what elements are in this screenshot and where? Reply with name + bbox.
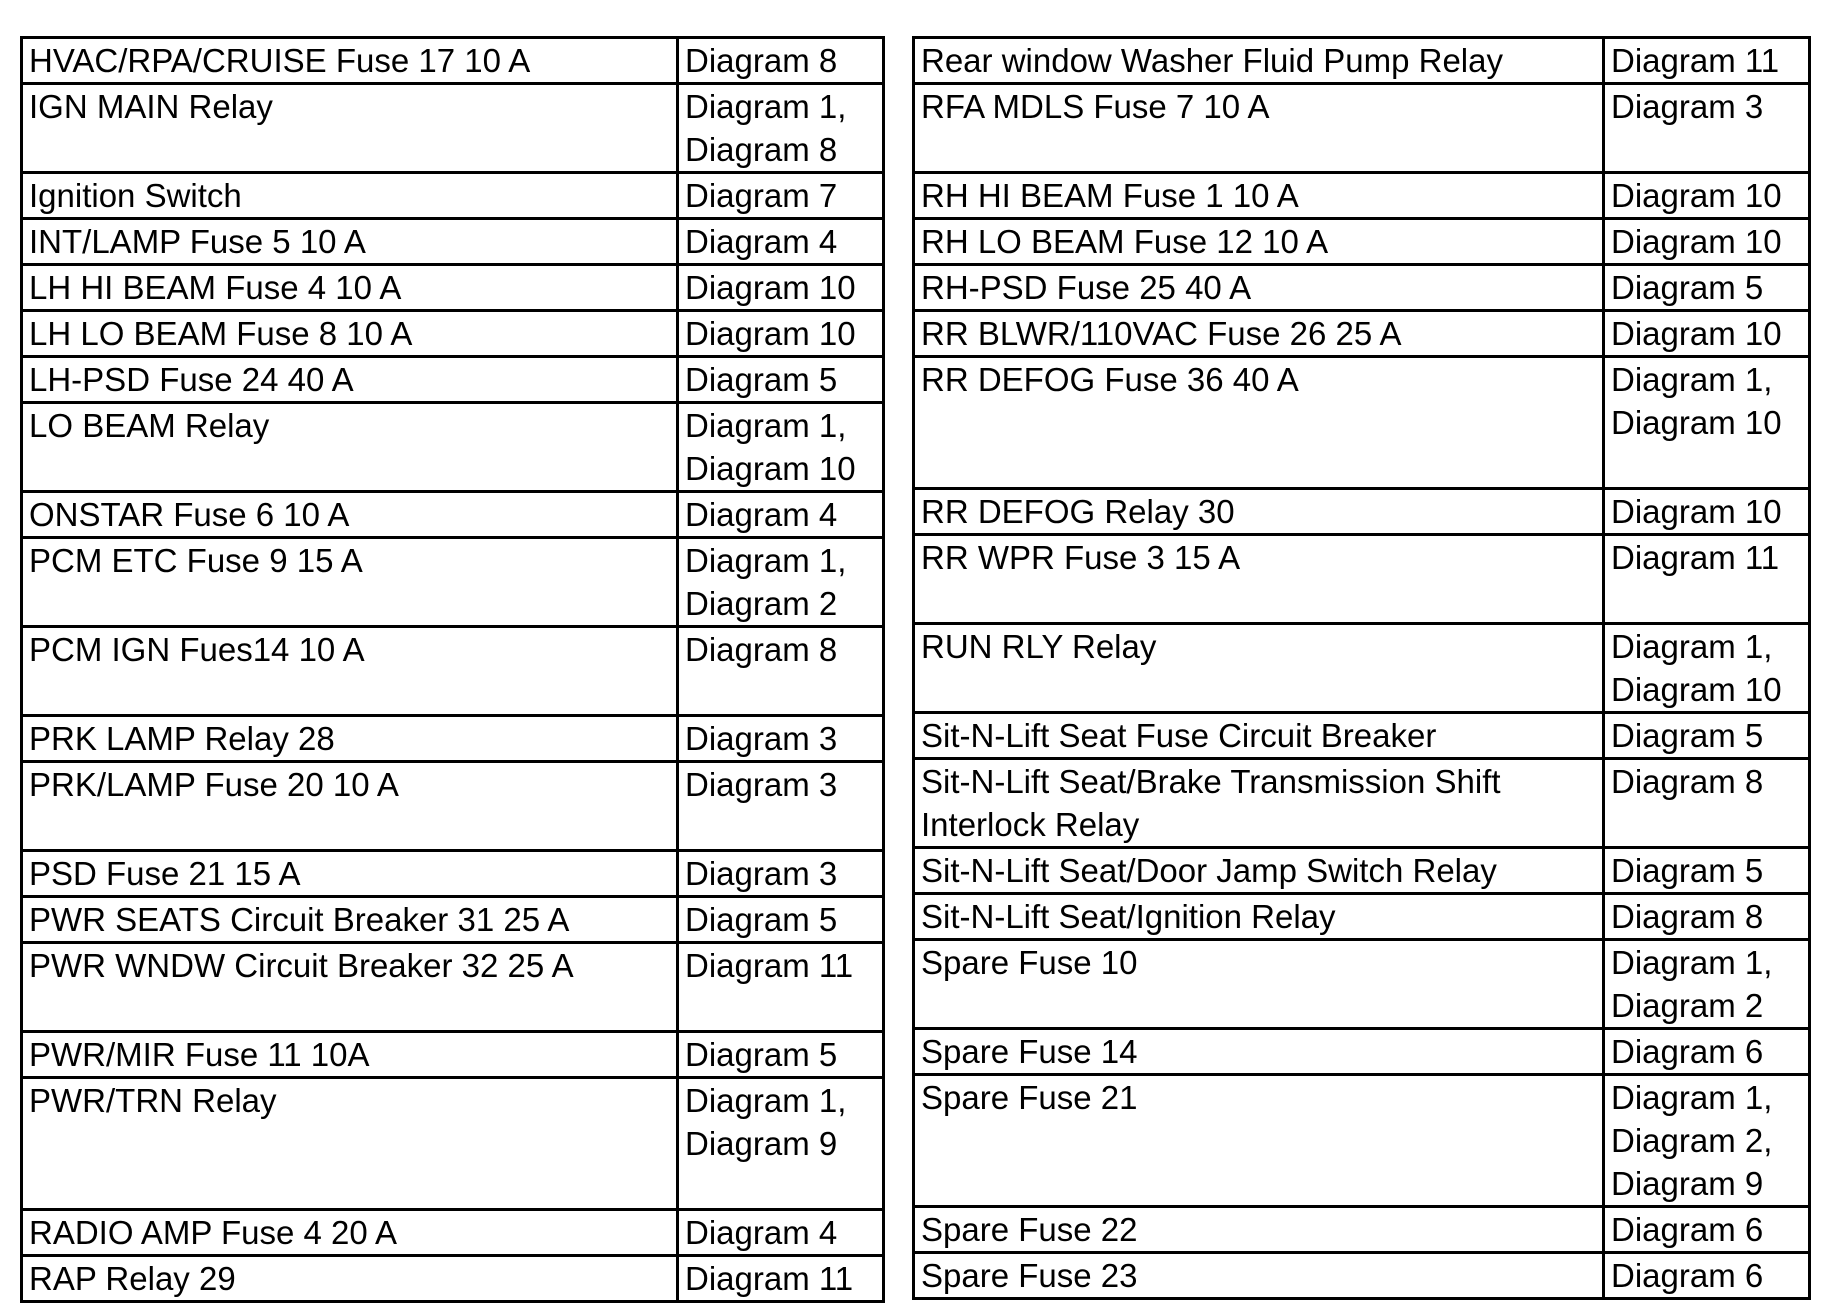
item-cell — [914, 1253, 1604, 1299]
table-row — [22, 1256, 884, 1302]
table-row — [914, 1075, 1810, 1207]
blank-line — [1611, 579, 1808, 622]
table-row — [22, 627, 884, 716]
table-row — [914, 173, 1810, 219]
diagram-cell — [678, 1210, 884, 1256]
diagram-ref: Diagram 10 — [685, 450, 856, 487]
blank-line — [685, 1165, 882, 1208]
diagram-ref: Diagram 11 — [685, 1260, 854, 1297]
diagram-ref: Diagram 10 — [1611, 177, 1782, 214]
item-cell — [22, 627, 678, 716]
table-row — [22, 538, 884, 627]
item-name: RR BLWR/110VAC Fuse 26 25 A — [921, 315, 1402, 352]
table-row — [22, 762, 884, 851]
item-cell — [22, 716, 678, 762]
diagram-cell — [1604, 848, 1810, 894]
diagram-ref: Diagram 5 — [1611, 717, 1764, 754]
item-cell — [914, 624, 1604, 713]
table-row — [914, 940, 1810, 1029]
item-cell — [914, 219, 1604, 265]
diagram-ref: Diagram 3 — [685, 855, 838, 892]
diagram-ref: Diagram 5 — [1611, 852, 1764, 889]
diagram-ref: Diagram 2, — [1611, 1122, 1773, 1159]
item-name: PWR SEATS Circuit Breaker 31 25 A — [29, 901, 570, 938]
diagram-ref: Diagram 10 — [1611, 315, 1782, 352]
item-cell — [914, 535, 1604, 624]
diagram-cell — [678, 265, 884, 311]
diagram-ref: Diagram 6 — [1611, 1033, 1764, 1070]
item-name: HVAC/RPA/CRUISE Fuse 17 10 A — [29, 42, 531, 79]
left-table-body — [22, 38, 884, 1302]
item-name: ONSTAR Fuse 6 10 A — [29, 496, 350, 533]
item-name: Sit-N-Lift Seat/Ignition Relay — [921, 898, 1336, 935]
table-row — [22, 851, 884, 897]
diagram-ref: Diagram 8 — [1611, 898, 1764, 935]
item-cell — [22, 943, 678, 1032]
item-cell — [914, 940, 1604, 1029]
item-cell — [914, 1207, 1604, 1253]
diagram-ref: Diagram 10 — [1611, 493, 1782, 530]
diagram-cell — [678, 357, 884, 403]
table-row — [22, 716, 884, 762]
item-cell — [22, 173, 678, 219]
item-cell — [22, 492, 678, 538]
diagram-ref: Diagram 3 — [1611, 88, 1764, 125]
diagram-ref: Diagram 10 — [685, 315, 856, 352]
diagram-ref: Diagram 6 — [1611, 1211, 1764, 1248]
diagram-cell — [678, 716, 884, 762]
table-row — [914, 219, 1810, 265]
item-cell — [914, 894, 1604, 940]
diagram-ref: Diagram 1, — [1611, 944, 1773, 981]
diagram-cell — [678, 173, 884, 219]
item-cell — [22, 403, 678, 492]
item-name: Sit-N-Lift Seat/Door Jamp Switch Relay — [921, 852, 1497, 889]
diagram-ref: Diagram 1, — [1611, 628, 1773, 665]
item-cell — [914, 1029, 1604, 1075]
item-name: IGN MAIN Relay — [29, 88, 273, 125]
table-row — [22, 897, 884, 943]
diagram-ref: Diagram 3 — [685, 720, 838, 757]
item-cell — [914, 84, 1604, 173]
diagram-cell — [678, 1256, 884, 1302]
diagram-ref: Diagram 5 — [685, 1036, 838, 1073]
table-row — [22, 311, 884, 357]
diagram-ref: Diagram 1, — [685, 1082, 847, 1119]
item-name: LH LO BEAM Fuse 8 10 A — [29, 315, 413, 352]
item-name: RH HI BEAM Fuse 1 10 A — [921, 177, 1299, 214]
table-row — [914, 38, 1810, 84]
item-cell — [22, 762, 678, 851]
diagram-ref: Diagram 7 — [685, 177, 838, 214]
diagram-cell — [678, 84, 884, 173]
diagram-ref: Diagram 1, — [1611, 361, 1773, 398]
item-cell — [22, 897, 678, 943]
table-row — [914, 1207, 1810, 1253]
table-row — [914, 759, 1810, 848]
item-name: PCM IGN Fues14 10 A — [29, 631, 365, 668]
item-name: Sit-N-Lift Seat/Brake Transmission Shift — [921, 763, 1501, 800]
diagram-ref: Diagram 1, — [685, 88, 847, 125]
table-row — [22, 219, 884, 265]
item-name: RFA MDLS Fuse 7 10 A — [921, 88, 1270, 125]
diagram-ref: Diagram 9 — [1611, 1165, 1764, 1202]
diagram-cell — [1604, 357, 1810, 489]
item-name-continued: Interlock Relay — [921, 806, 1140, 843]
table-row — [914, 848, 1810, 894]
item-name: Sit-N-Lift Seat Fuse Circuit Breaker — [921, 717, 1437, 754]
item-cell — [22, 1210, 678, 1256]
diagram-ref: Diagram 11 — [685, 947, 854, 984]
diagram-ref: Diagram 8 — [685, 631, 838, 668]
item-cell — [914, 265, 1604, 311]
blank-line — [685, 987, 882, 1030]
diagram-cell — [1604, 1207, 1810, 1253]
item-name: Spare Fuse 14 — [921, 1033, 1138, 1070]
item-cell — [914, 38, 1604, 84]
table-row — [22, 492, 884, 538]
diagram-ref: Diagram 4 — [685, 1214, 838, 1251]
table-row — [914, 713, 1810, 759]
diagram-cell — [1604, 1253, 1810, 1299]
item-name: LH HI BEAM Fuse 4 10 A — [29, 269, 402, 306]
table-row — [914, 535, 1810, 624]
item-name: RAP Relay 29 — [29, 1260, 236, 1297]
item-name: Spare Fuse 10 — [921, 944, 1138, 981]
diagram-cell — [1604, 1075, 1810, 1207]
diagram-ref: Diagram 8 — [685, 42, 838, 79]
table-row — [22, 173, 884, 219]
item-name: PWR/TRN Relay — [29, 1082, 277, 1119]
diagram-ref: Diagram 8 — [685, 131, 838, 168]
diagram-ref: Diagram 11 — [1611, 42, 1780, 79]
diagram-ref: Diagram 2 — [1611, 987, 1764, 1024]
item-name: LO BEAM Relay — [29, 407, 270, 444]
diagram-ref: Diagram 6 — [1611, 1257, 1764, 1294]
item-name: Ignition Switch — [29, 177, 242, 214]
diagram-cell — [678, 851, 884, 897]
diagram-cell — [1604, 759, 1810, 848]
item-name: RADIO AMP Fuse 4 20 A — [29, 1214, 398, 1251]
table-row — [914, 265, 1810, 311]
blank-line — [1611, 444, 1808, 487]
table-row — [914, 84, 1810, 173]
diagram-ref: Diagram 10 — [1611, 671, 1782, 708]
diagram-cell — [1604, 265, 1810, 311]
item-cell — [914, 713, 1604, 759]
item-cell — [914, 489, 1604, 535]
table-row — [22, 1078, 884, 1210]
diagram-ref: Diagram 10 — [1611, 404, 1782, 441]
diagram-cell — [1604, 311, 1810, 357]
table-row — [22, 38, 884, 84]
blank-line — [1611, 128, 1808, 171]
diagram-cell — [1604, 489, 1810, 535]
diagram-cell — [1604, 940, 1810, 1029]
item-name: RR DEFOG Fuse 36 40 A — [921, 361, 1299, 398]
item-cell — [914, 1075, 1604, 1207]
diagram-ref: Diagram 4 — [685, 496, 838, 533]
item-name: Spare Fuse 23 — [921, 1257, 1138, 1294]
item-name: PWR/MIR Fuse 11 10A — [29, 1036, 370, 1073]
diagram-cell — [678, 943, 884, 1032]
item-cell — [22, 84, 678, 173]
diagram-cell — [678, 897, 884, 943]
item-cell — [22, 1256, 678, 1302]
diagram-cell — [1604, 713, 1810, 759]
diagram-ref: Diagram 10 — [1611, 223, 1782, 260]
diagram-ref: Diagram 2 — [685, 585, 838, 622]
diagram-cell — [678, 38, 884, 84]
diagram-cell — [678, 219, 884, 265]
diagram-ref: Diagram 8 — [1611, 763, 1764, 800]
diagram-ref: Diagram 4 — [685, 223, 838, 260]
diagram-cell — [678, 403, 884, 492]
item-cell — [22, 851, 678, 897]
item-name: RH-PSD Fuse 25 40 A — [921, 269, 1252, 306]
item-cell — [22, 265, 678, 311]
diagram-cell — [678, 1078, 884, 1210]
diagram-ref: Diagram 5 — [685, 361, 838, 398]
item-name: PRK LAMP Relay 28 — [29, 720, 335, 757]
item-name: Spare Fuse 22 — [921, 1211, 1138, 1248]
item-cell — [914, 357, 1604, 489]
item-cell — [914, 173, 1604, 219]
diagram-ref: Diagram 5 — [685, 901, 838, 938]
right-index-table — [912, 36, 1811, 1300]
table-row — [22, 943, 884, 1032]
diagram-ref: Diagram 1, — [685, 407, 847, 444]
diagram-cell — [678, 1032, 884, 1078]
table-row — [914, 357, 1810, 489]
table-row — [914, 1029, 1810, 1075]
item-name: Spare Fuse 21 — [921, 1079, 1138, 1116]
diagram-cell — [1604, 84, 1810, 173]
item-cell — [22, 38, 678, 84]
item-name: PCM ETC Fuse 9 15 A — [29, 542, 363, 579]
table-row — [22, 265, 884, 311]
diagram-cell — [678, 538, 884, 627]
table-row — [22, 357, 884, 403]
item-name: LH-PSD Fuse 24 40 A — [29, 361, 354, 398]
item-name: PRK/LAMP Fuse 20 10 A — [29, 766, 399, 803]
diagram-cell — [678, 311, 884, 357]
item-cell — [22, 311, 678, 357]
item-cell — [914, 759, 1604, 848]
table-row — [22, 403, 884, 492]
item-cell — [22, 357, 678, 403]
item-name: PSD Fuse 21 15 A — [29, 855, 301, 892]
diagram-ref: Diagram 1, — [1611, 1079, 1773, 1116]
item-cell — [22, 219, 678, 265]
item-name: Rear window Washer Fluid Pump Relay — [921, 42, 1503, 79]
table-row — [914, 624, 1810, 713]
table-row — [22, 1032, 884, 1078]
table-row — [914, 311, 1810, 357]
item-name: RH LO BEAM Fuse 12 10 A — [921, 223, 1329, 260]
item-cell — [22, 1078, 678, 1210]
item-cell — [914, 311, 1604, 357]
table-row — [914, 1253, 1810, 1299]
item-name: PWR WNDW Circuit Breaker 32 25 A — [29, 947, 574, 984]
table-row — [914, 894, 1810, 940]
item-name: RR DEFOG Relay 30 — [921, 493, 1235, 530]
diagram-cell — [1604, 38, 1810, 84]
left-index-table — [20, 36, 885, 1303]
table-row — [22, 1210, 884, 1256]
item-name: RR WPR Fuse 3 15 A — [921, 539, 1241, 576]
diagram-cell — [1604, 624, 1810, 713]
blank-line — [685, 671, 882, 714]
item-name: RUN RLY Relay — [921, 628, 1157, 665]
diagram-ref: Diagram 1, — [685, 542, 847, 579]
diagram-cell — [1604, 219, 1810, 265]
right-table-body — [914, 38, 1810, 1299]
diagram-cell — [678, 492, 884, 538]
blank-line — [685, 806, 882, 849]
diagram-cell — [1604, 1029, 1810, 1075]
diagram-cell — [678, 762, 884, 851]
table-row — [22, 84, 884, 173]
diagram-ref: Diagram 11 — [1611, 539, 1780, 576]
diagram-ref: Diagram 10 — [685, 269, 856, 306]
item-cell — [22, 538, 678, 627]
diagram-cell — [1604, 535, 1810, 624]
diagram-ref: Diagram 5 — [1611, 269, 1764, 306]
diagram-cell — [1604, 173, 1810, 219]
diagram-cell — [678, 627, 884, 716]
diagram-ref: Diagram 3 — [685, 766, 838, 803]
diagram-cell — [1604, 894, 1810, 940]
table-row — [914, 489, 1810, 535]
item-cell — [22, 1032, 678, 1078]
item-name: INT/LAMP Fuse 5 10 A — [29, 223, 366, 260]
diagram-ref: Diagram 9 — [685, 1125, 838, 1162]
item-cell — [914, 848, 1604, 894]
